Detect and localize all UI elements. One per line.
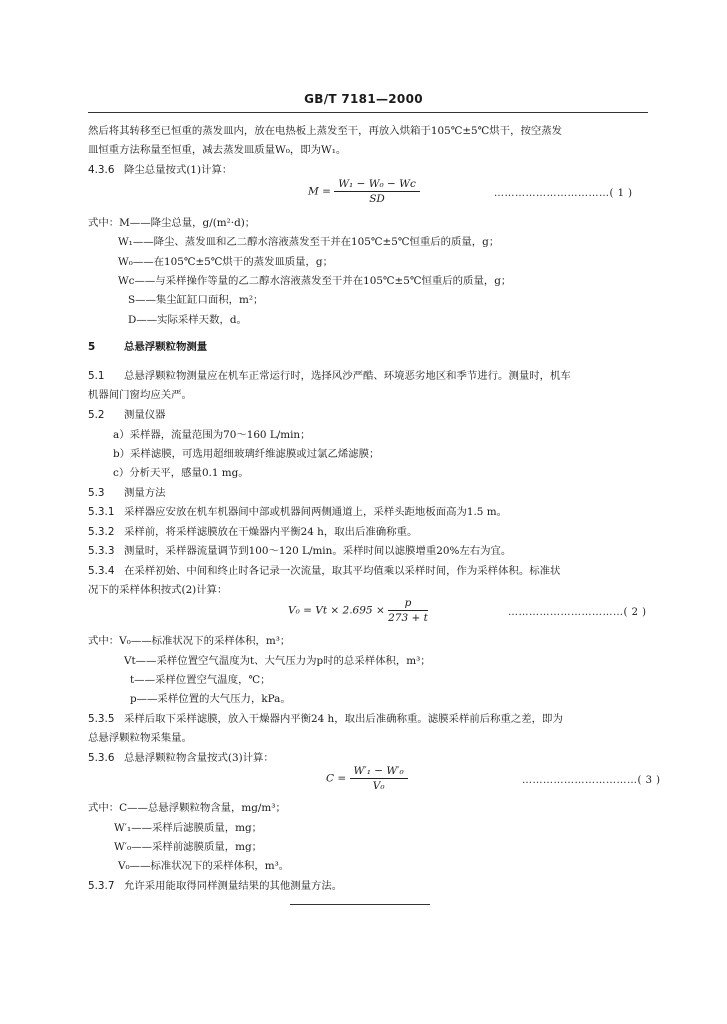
clause-text: 采样前，将采样滤膜放在干燥器内平衡24 h，取出后准确称重。 [124,526,418,538]
clause-5-3 [88,486,166,500]
section-number: 5 [88,341,96,353]
variable-line: D——实际采样天数，d。 [128,314,247,326]
formula-3 [326,765,408,792]
clause-5-3-4 [88,564,560,578]
clause-text: 采样后取下采样滤膜，放入干燥器内平衡24 h，取出后准确称重。滤膜采样前后称重之差，即为 [124,713,563,725]
list-item: a）采样器，流量范围为70～160 L/min； [113,429,311,441]
section-title: 总悬浮颗粒物测量 [124,341,208,353]
paragraph-line: 然后将其转移至已恒重的蒸发皿内，放在电热板上蒸发至干，再放入烘箱于105℃±5℃烘干，按空蒸发 [88,125,563,137]
variable-line: Vt——采样位置空气温度为t、大气压力为p时的总采样体积，m³； [124,655,431,667]
clause-text: 采样器应安放在机车机器间中部或机器间两侧通道上，采样头距地板面高为1.5 m。 [124,506,507,518]
formula-lhs: C = [326,772,347,785]
formula-3-number: ……………………………( 3 ) [522,775,661,786]
paragraph-line: 况下的采样体积按式(2)计算： [88,584,228,596]
formula-numerator: W′₁ − W′₀ [350,765,408,779]
clause-number: 5.3.6 [88,752,115,764]
variable-line: 式中：C——总悬浮颗粒物含量，mg/m³； [88,802,286,814]
variable-line: W′₀——采样前滤膜质量，mg； [114,841,263,853]
variable-line: t——采样位置空气温度，℃； [130,674,271,686]
clause-number: 5.3.4 [88,565,115,577]
clause-number: 5.2 [88,409,105,421]
clause-number: 5.1 [88,370,105,382]
variable-line: p——采样位置的大气压力，kPa。 [130,693,291,705]
formula-denominator: 273 + t [388,612,428,624]
formula-1-number: ……………………………( 1 ) [494,188,633,199]
clause-number: 5.3.5 [88,713,115,725]
clause-text: 测量方法 [124,487,166,499]
clause-number: 5.3.7 [88,880,115,892]
variable-line: W₀——在105℃±5℃烘干的蒸发皿质量，g； [118,256,333,268]
clause-4-3-6 [88,163,232,177]
clause-number: 5.3.1 [88,506,115,518]
formula-lhs: V₀ = Vt × 2.695 × [288,604,385,617]
paragraph-line: 机器间门窗均应关严。 [88,389,192,401]
list-item: b）采样滤膜，可选用超细玻璃纤维滤膜或过氯乙烯滤膜； [113,448,380,460]
clause-number: 5.3.2 [88,526,115,538]
formula-denominator: V₀ [372,780,385,792]
clause-text: 在采样初始、中间和终止时各记录一次流量，取其平均值乘以采样时间，作为采样体积。标准状 [124,565,561,577]
clause-5-3-2 [88,525,417,539]
formula-numerator: p [388,597,428,611]
formula-fraction [350,765,408,792]
clause-number: 5.3 [88,487,105,499]
variable-line: S——集尘缸缸口面积，m²； [128,294,264,306]
clause-5-3-5 [88,712,563,726]
formula-fraction [388,597,428,624]
clause-text: 允许采用能取得同样测量结果的其他测量方法。 [124,880,343,892]
clause-number: 5.3.3 [88,545,115,557]
clause-5-3-3 [88,544,511,558]
end-rule [290,904,430,905]
clause-text: 测量仪器 [124,409,166,421]
formula-lhs: M = [308,185,331,198]
clause-text: 降尘总量按式(1)计算： [124,164,233,176]
formula-1 [308,178,420,205]
clause-5-3-1 [88,505,507,519]
clause-number: 4.3.6 [88,164,115,176]
paragraph-line: 皿恒重方法称量至恒重，减去蒸发皿质量W₀，即为W₁。 [88,144,347,156]
clause-text: 总悬浮颗粒物含量按式(3)计算： [124,752,274,764]
section-heading-5 [88,340,207,354]
clause-text: 测量时，采样器流量调节到100～120 L/min。采样时间以滤膜增重20%左右为宜。 [124,545,512,557]
formula-numerator: W₁ − W₀ − Wc [334,178,420,192]
clause-5-3-7 [88,879,342,893]
clause-5-1 [88,369,571,383]
variable-line: W′₁——采样后滤膜质量，mg； [114,822,263,834]
clause-5-3-6 [88,751,274,765]
variable-line: 式中：V₀——标准状况下的采样体积，m³； [88,635,291,647]
list-item: c）分析天平，感量0.1 mg。 [113,467,249,479]
clause-5-2 [88,408,166,422]
formula-fraction [334,178,420,205]
variable-line: 式中：M——降尘总量，g/(m²·d)； [88,217,256,229]
formula-2-number: ……………………………( 2 ) [508,607,647,618]
variable-line: Wc——与采样操作等量的乙二醇水溶液蒸发至干并在105℃±5℃恒重后的质量，g； [118,275,512,287]
formula-2 [288,597,428,624]
header-rule [88,112,648,113]
clause-text: 总悬浮颗粒物测量应在机车正常运行时，选择风沙严酷、环境恶劣地区和季节进行。测量时，机车 [124,370,571,382]
formula-denominator: SD [369,193,385,205]
variable-line: V₀——标准状况下的采样体积，m³。 [118,860,290,872]
paragraph-line: 总悬浮颗粒物采集量。 [88,732,192,744]
variable-line: W₁——降尘、蒸发皿和乙二醇水溶液蒸发至干并在105℃±5℃恒重后的质量，g； [118,236,500,248]
page-header: GB/T 7181—2000 [304,92,423,106]
